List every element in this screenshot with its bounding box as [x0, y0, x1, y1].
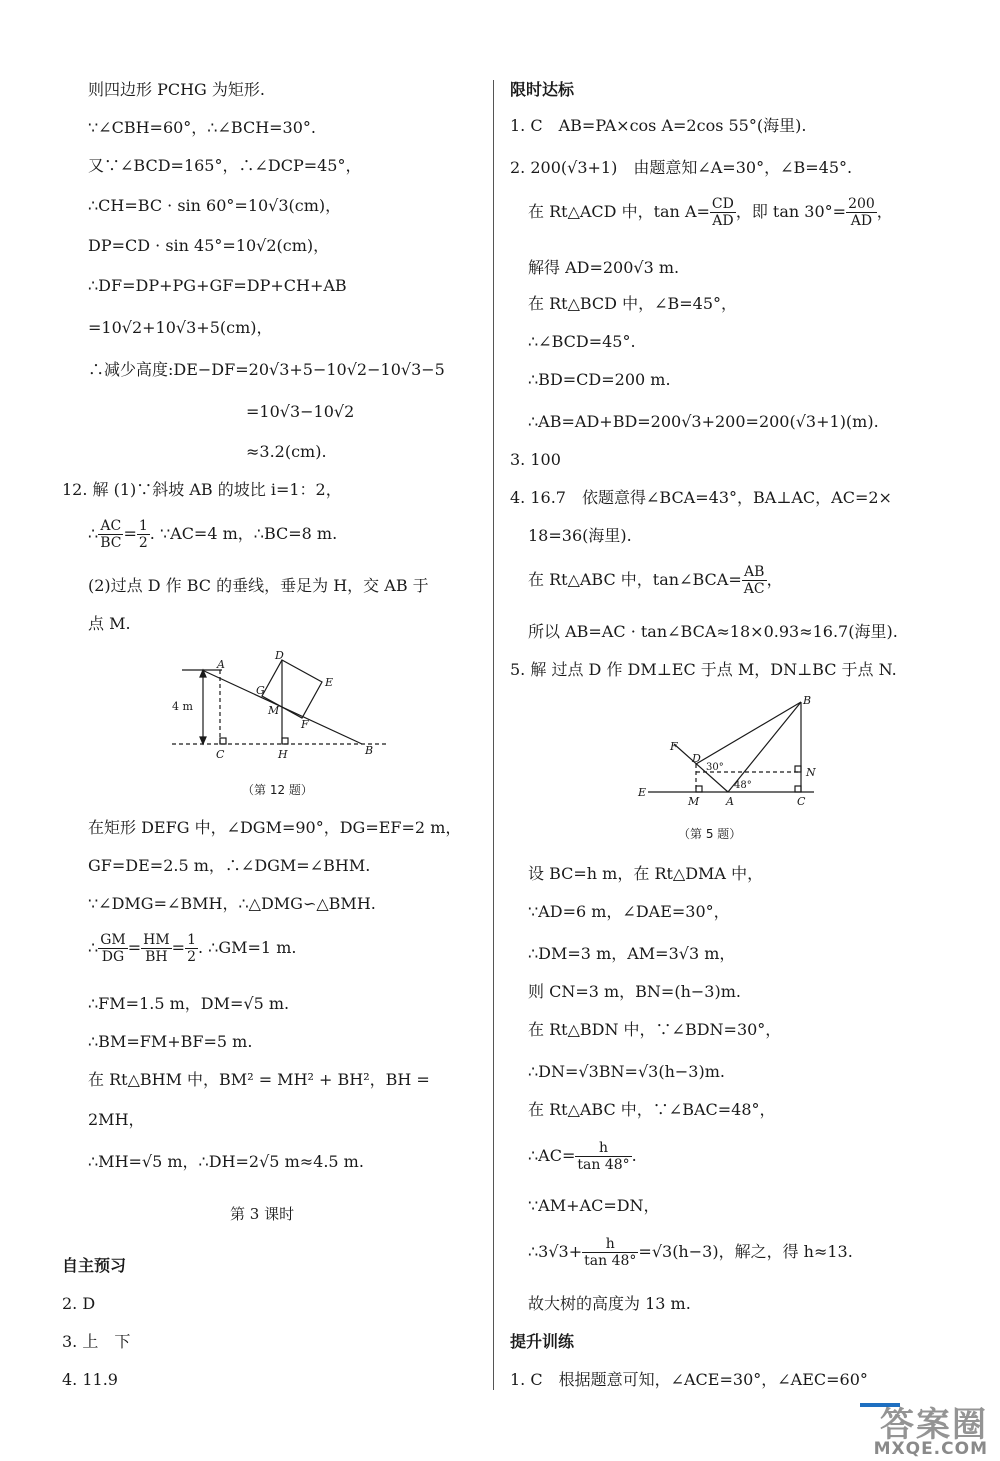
- answer-1: 1. C 根据题意可知，∠ACE=30°，∠AEC=60°: [510, 1370, 868, 1389]
- section-heading-tisheng: 提升训练: [510, 1332, 575, 1351]
- fig5-label-M: M: [688, 795, 700, 808]
- fig5-label-C: C: [797, 795, 806, 808]
- fig12-label-G: G: [256, 684, 265, 697]
- lesson-title: 第 3 课时: [230, 1205, 295, 1223]
- text-line: ∴∠BCD=45°.: [528, 332, 636, 351]
- text-line: ∴AB=AD+BD=200√3+200=200(√3+1)(m).: [528, 412, 879, 431]
- text-line: ∴BD=CD=200 m.: [528, 370, 671, 389]
- fraction: $\frac{h}{\tan 48^\circ}$: [577, 1140, 630, 1173]
- fraction: $\frac{h}{\tan 48^\circ}$: [584, 1236, 637, 1269]
- fig5-angle-48: 48°: [734, 780, 752, 791]
- text-line: ≈3.2(cm).: [246, 442, 327, 461]
- fig12-dimension: 4 m: [172, 700, 193, 713]
- right-angle-m: [696, 786, 702, 792]
- fraction: $\frac{AB}{AC}$: [743, 564, 765, 597]
- text-line: 所以 AB=AC · tan∠BCA≈18×0.93≈16.7(海里).: [528, 622, 898, 641]
- fig5-label-F: F: [670, 740, 678, 753]
- text-line: GF=DE=2.5 m，∴∠DGM=∠BHM.: [88, 856, 371, 875]
- fig5-label-A: A: [726, 795, 734, 808]
- text-line: 设 BC=h m，在 Rt△DMA 中，: [528, 864, 764, 883]
- text-line: ∵AM+AC=DN，: [528, 1196, 660, 1215]
- answer-2: 2. D: [62, 1294, 96, 1313]
- text-line: 在 Rt△BDN 中，∵∠BDN=30°，: [528, 1020, 782, 1039]
- figure-5-diagram: [636, 692, 826, 812]
- fig12-label-F: F: [301, 718, 309, 731]
- text-line: ∴MH=√5 m，∴DH=2√5 m≈4.5 m.: [88, 1152, 364, 1171]
- text-line: DP=CD · sin 45°=10√2(cm)，: [88, 236, 330, 255]
- fraction: $\frac{1}{2}$: [138, 518, 148, 551]
- answer-3: 3. 100: [510, 450, 561, 469]
- text-line: =10√2+10√3+5(cm)，: [88, 318, 273, 337]
- text-line: 在 Rt△ABC 中，∵∠BAC=48°，: [528, 1100, 776, 1119]
- fig12-label-B: B: [365, 744, 374, 757]
- text-line: ∴CH=BC · sin 60°=10√3(cm)，: [88, 196, 342, 215]
- fraction: $\frac{AC}{BC}$: [100, 518, 122, 551]
- fraction-line: ∴ $\frac{GM}{DG}$ = $\frac{HM}{BH}$ = $\frac{1}{2}$ . ∴GM=1 m.: [88, 932, 297, 965]
- line-db: [696, 702, 801, 764]
- text-line: ∵∠DMG=∠BMH，∴△DMG∽△BMH.: [88, 894, 376, 913]
- answer-2: 2. 200(√3+1) 由题意知∠A=30°，∠B=45°.: [510, 158, 853, 177]
- fig12-label-M: M: [268, 704, 280, 717]
- fraction-line: 在 Rt△ACD 中，tan A= $\frac{CD}{AD}$ ，即 tan 30°= $\frac{200}{AD}$ ，: [528, 196, 893, 229]
- column-divider: [493, 80, 494, 1390]
- text-line: (2)过点 D 作 BC 的垂线，垂足为 H，交 AB 于: [88, 576, 429, 595]
- answer-4: 4. 16.7 依题意得∠BCA=43°，BA⊥AC，AC=2×: [510, 488, 892, 507]
- line-ab: [728, 702, 801, 792]
- fig12-label-D: D: [275, 649, 284, 662]
- fraction: $\frac{200}{AD}$: [848, 196, 875, 229]
- figure-12-diagram: [172, 648, 452, 768]
- section-heading-zizhu: 自主预习: [62, 1256, 127, 1275]
- answer-4: 4. 11.9: [62, 1370, 118, 1389]
- fig5-label-B: B: [803, 694, 812, 707]
- text-line: ∵∠CBH=60°，∴∠BCH=30°.: [88, 118, 316, 137]
- fraction: $\frac{CD}{AD}$: [711, 196, 734, 229]
- figure-12-caption: （第 12 题）: [242, 783, 313, 797]
- text-line: ∴DF=DP+PG+GF=DP+CH+AB: [88, 276, 347, 295]
- text-line: 解得 AD=200√3 m.: [528, 258, 680, 277]
- text-line: 故大树的高度为 13 m.: [528, 1294, 691, 1313]
- text-line: 则 CN=3 m，BN=(h−3)m.: [528, 982, 741, 1001]
- fraction-line: ∴AC= $\frac{h}{\tan 48^\circ}$ .: [528, 1140, 637, 1173]
- text-line: 在 Rt△BCD 中，∠B=45°，: [528, 294, 738, 313]
- watermark-logo: [800, 1395, 1000, 1461]
- text-line: 18=36(海里).: [528, 526, 632, 545]
- answer-5: 5. 解 过点 D 作 DM⊥EC 于点 M，DN⊥BC 于点 N.: [510, 660, 897, 679]
- text-line: 点 M.: [88, 614, 131, 633]
- right-angle-h: [282, 738, 288, 744]
- figure-5-caption: （第 5 题）: [678, 827, 742, 841]
- text-line: ∴减少高度:DE−DF=20√3+5−10√2−10√3−5: [88, 360, 445, 379]
- fig12-label-C: C: [216, 748, 225, 761]
- right-angle-c: [220, 738, 226, 744]
- fig12-label-A: A: [217, 658, 225, 671]
- text-line: 又∵∠BCD=165°，∴∠DCP=45°，: [88, 156, 362, 175]
- fig5-label-N: N: [806, 766, 816, 779]
- text-line: 2MH，: [88, 1110, 145, 1129]
- answer-3: 3. 上 下: [62, 1332, 131, 1351]
- fig5-angle-30: 30°: [706, 762, 724, 773]
- problem-12: 12. 解 (1)∵斜坡 AB 的坡比 i=1：2，: [62, 480, 342, 499]
- fig5-label-E: E: [638, 786, 647, 799]
- fraction: $\frac{1}{2}$: [187, 932, 196, 965]
- fig5-label-D: D: [692, 752, 701, 765]
- text-line: 在 Rt△BHM 中，BM² = MH² + BH²，BH =: [88, 1070, 430, 1089]
- section-heading-xianshi: 限时达标: [510, 80, 575, 99]
- fraction: $\frac{HM}{BH}$: [143, 932, 170, 965]
- answer-1: 1. C AB=PA×cos A=2cos 55°(海里).: [510, 116, 807, 135]
- text-line: =10√3−10√2: [246, 402, 355, 421]
- fraction-line: ∴ $\frac{AC}{BC}$ = $\frac{1}{2}$ . ∵AC=4 m，∴BC=8 m.: [88, 518, 338, 551]
- text-line: ∴BM=FM+BF=5 m.: [88, 1032, 253, 1051]
- right-angle-c: [795, 786, 801, 792]
- watermark-text: 答案圈: [880, 1405, 988, 1445]
- fraction: $\frac{GM}{DG}$: [100, 932, 126, 965]
- text-line: 则四边形 PCHG 为矩形.: [88, 80, 266, 99]
- watermark-url: MXQE.COM: [873, 1439, 988, 1459]
- text-line: ∴DN=√3BN=√3(h−3)m.: [528, 1062, 725, 1081]
- fraction-line: ∴3√3+ $\frac{h}{\tan 48^\circ}$ =√3(h−3)，解之，得 h≈13.: [528, 1236, 853, 1269]
- fig12-label-H: H: [278, 748, 288, 761]
- fig12-label-E: E: [325, 676, 334, 689]
- text-line: 在矩形 DEFG 中，∠DGM=90°，DG=EF=2 m，: [88, 818, 462, 837]
- fraction-line: 在 Rt△ABC 中，tan∠BCA= $\frac{AB}{AC}$ ，: [528, 564, 783, 597]
- text-line: ∴DM=3 m，AM=3√3 m，: [528, 944, 736, 963]
- text-line: ∵AD=6 m，∠DAE=30°，: [528, 902, 730, 921]
- right-angle-n: [795, 766, 801, 772]
- text-line: ∴FM=1.5 m，DM=√5 m.: [88, 994, 290, 1013]
